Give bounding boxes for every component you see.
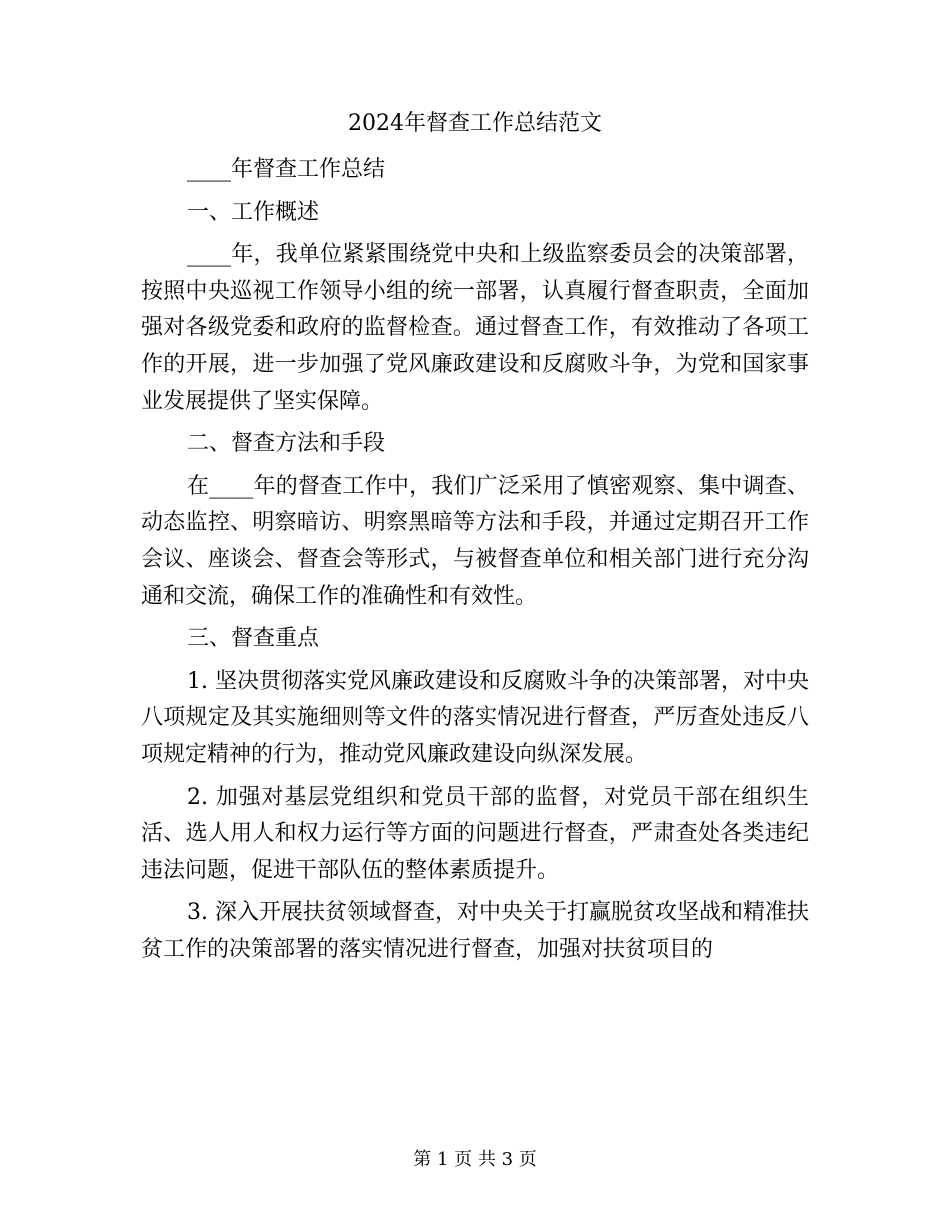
page-footer <box>0 1146 950 1174</box>
section-heading-overview: 一、工作概述 <box>187 199 320 225</box>
list-item-focus-2: 2. 加强对基层党组织和党员干部的监督，对党员干部在组织生活、选人用人和权力运行等方面的问题进行督查，严肃查处各类违纪违法问题，促进干部队伍的整体素质提升。 <box>141 784 809 883</box>
section-heading-methods: 二、督查方法和手段 <box>187 431 386 457</box>
document-body <box>141 152 809 974</box>
document-title: 2024年督查工作总结范文 <box>348 111 602 136</box>
list-item-focus-1: 1. 坚决贯彻落实党风廉政建设和反腐败斗争的决策部署，对中央八项规定及其实施细则等文件的落实情况进行督查，严厉查处违反八项规定精神的行为，推动党风廉政建设向纵深发展。 <box>141 668 809 767</box>
paragraph-subtitle: ____年督查工作总结 <box>187 157 386 182</box>
paragraph-methods: 在____年的督查工作中，我们广泛采用了慎密观察、集中调查、动态监控、明察暗访、明察黑暗等方法和手段，并通过定期召开工作会议、座谈会、督查会等形式，与被督查单位和相关部门进行充分沟通和交流，确保工作的准确性和有效性。 <box>141 473 809 609</box>
page-number: 第 1 页 共 3 页 <box>413 1149 537 1170</box>
list-item-focus-3: 3. 深入开展扶贫领域督查，对中央关于打赢脱贫攻坚战和精准扶贫工作的决策部署的落实情况进行督查，加强对扶贫项目的 <box>141 900 809 962</box>
section-heading-focus: 三、督查重点 <box>187 626 320 652</box>
paragraph-overview: ____年，我单位紧紧围绕党中央和上级监察委员会的决策部署，按照中央巡视工作领导小组的统一部署，认真履行督查职责，全面加强对各级党委和政府的监督检查。通过督查工作，有效推动了各项工作的开展，进一步加强了党风廉政建设和反腐败斗争，为党和国家事业发展提供了坚实保障。 <box>141 242 809 414</box>
